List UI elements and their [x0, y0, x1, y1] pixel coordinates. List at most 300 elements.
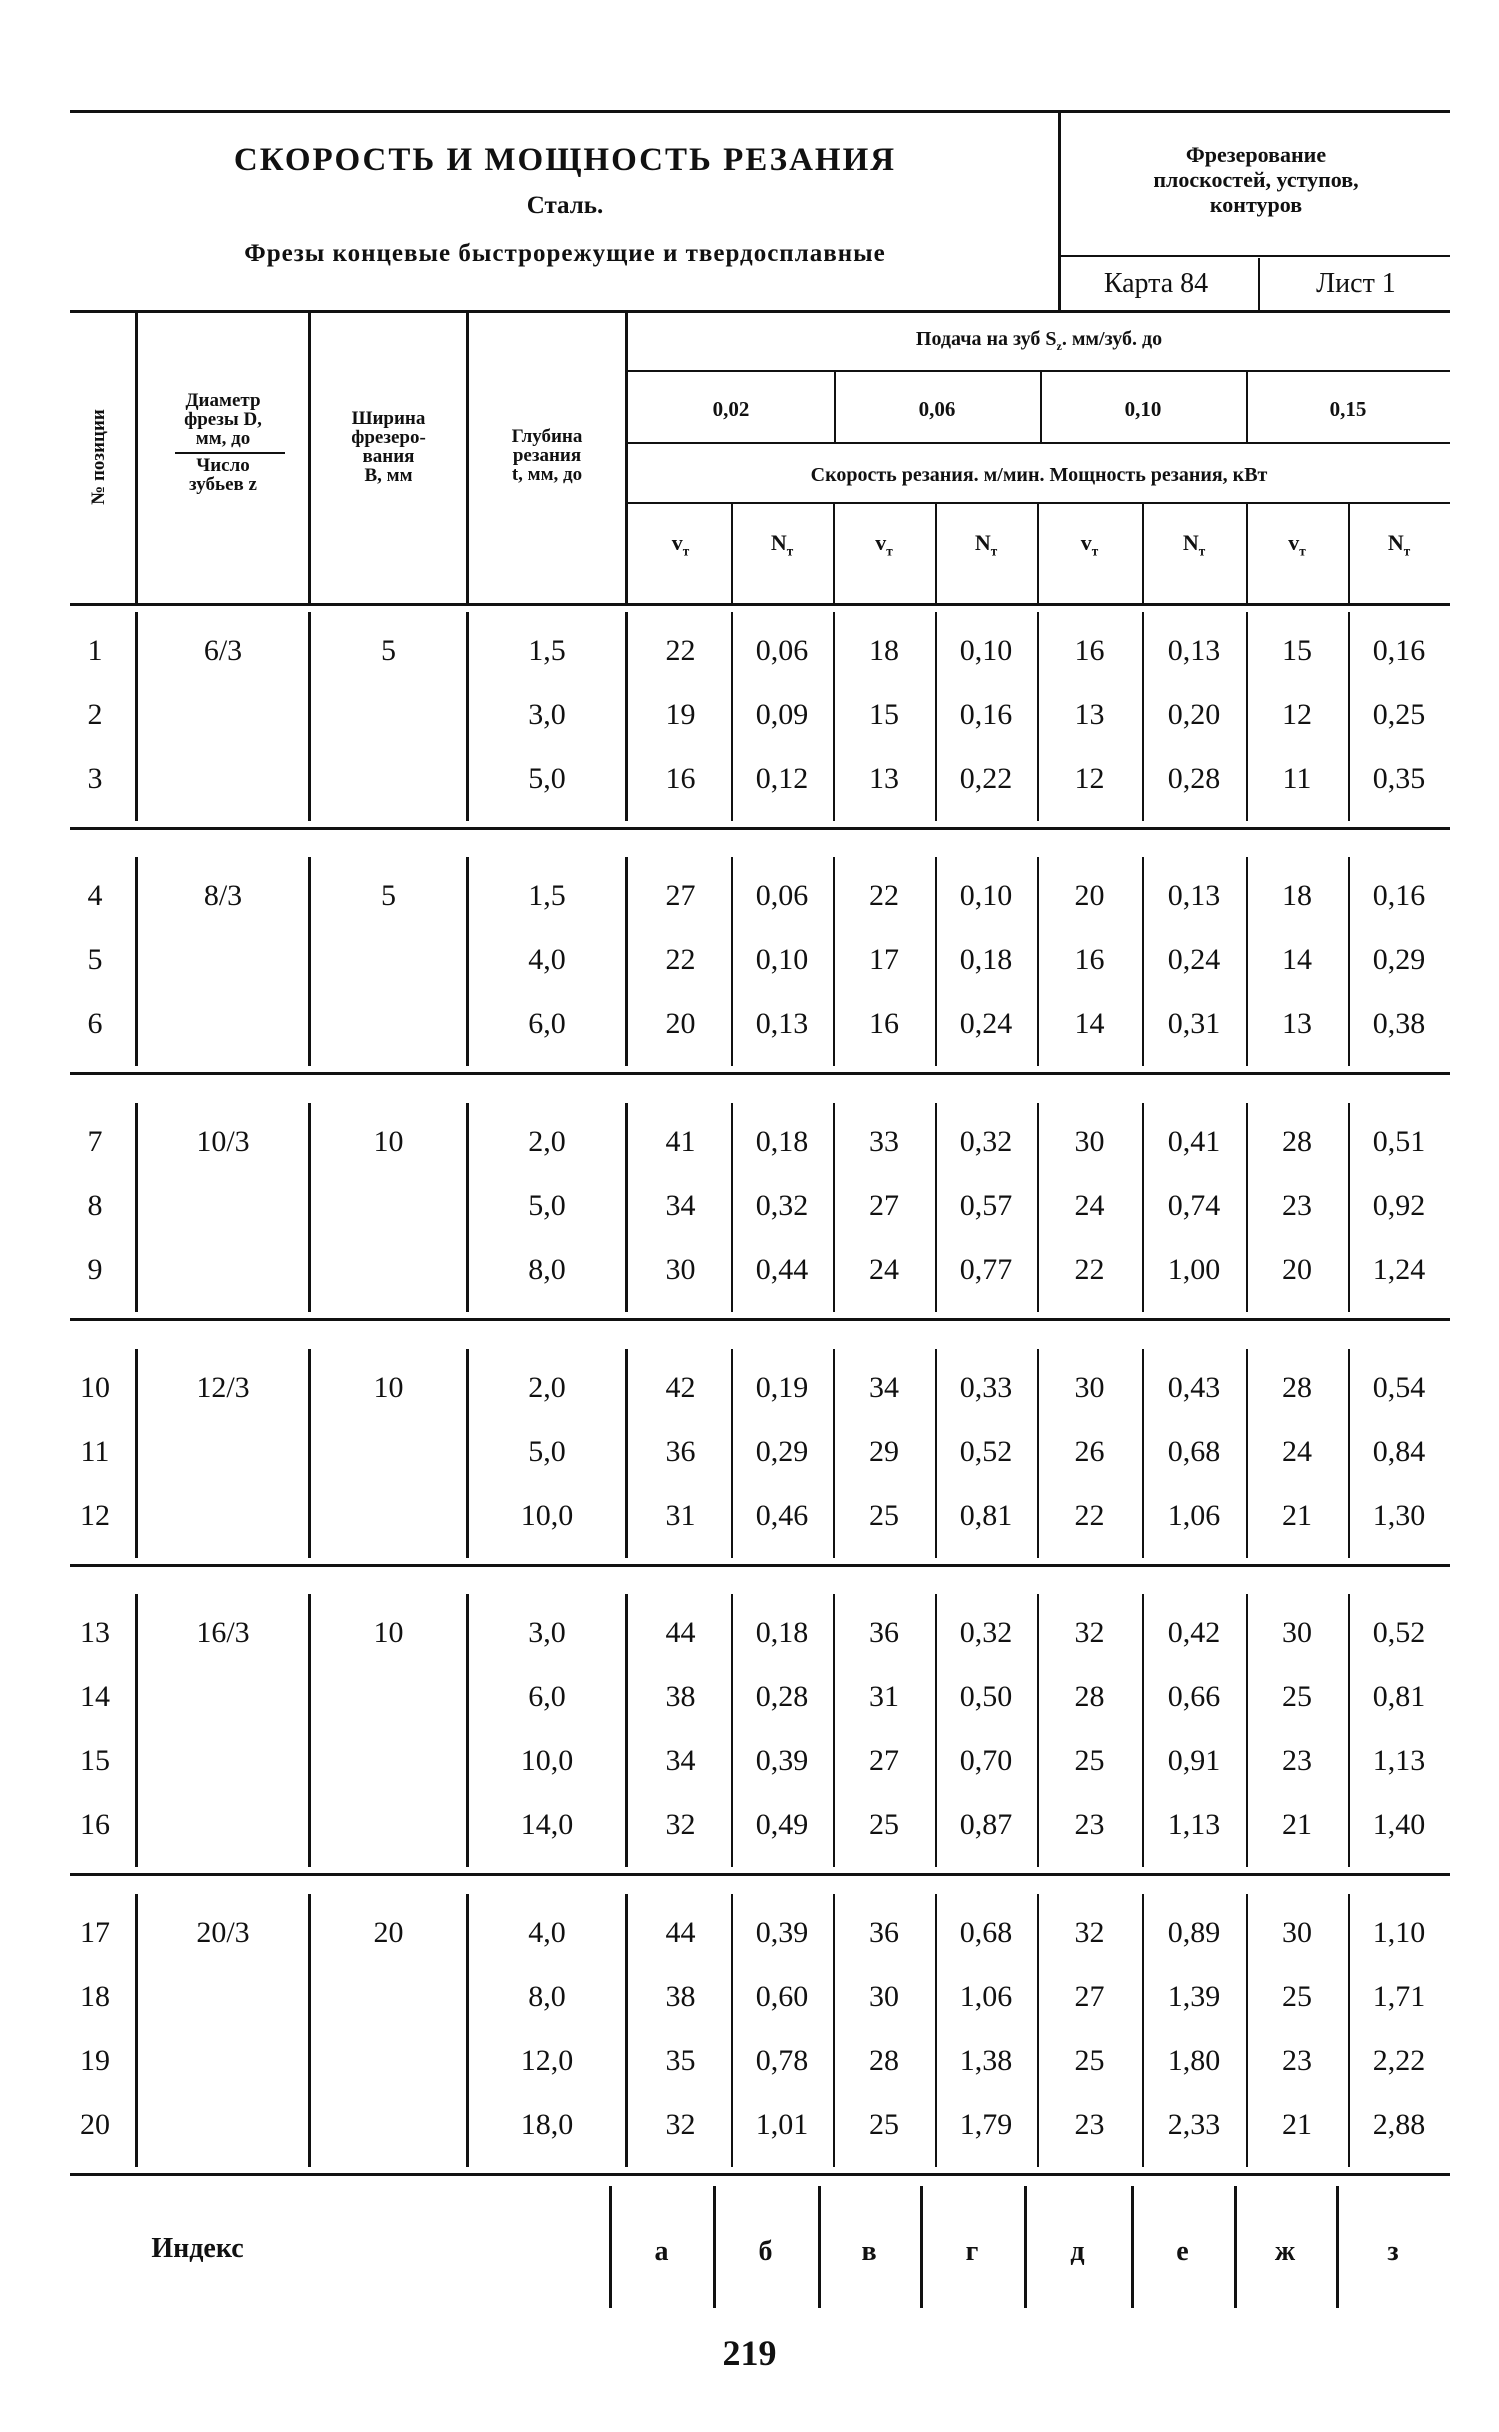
diameter-header-2: фрезы D,	[184, 409, 262, 430]
group-separator	[70, 1564, 1450, 1567]
depth-cell: 12,0	[520, 2044, 574, 2077]
power-symbol: N	[1387, 530, 1404, 555]
power-cell: 0,13	[755, 1007, 809, 1040]
power-cell: 0,19	[755, 1371, 809, 1404]
power-cell: 0,16	[1372, 634, 1426, 667]
power-cell: 1,13	[1167, 1808, 1221, 1841]
speed-cell: 30	[665, 1253, 696, 1286]
position-cell: 11	[80, 1435, 110, 1468]
speed-cell: 14	[1282, 943, 1312, 976]
speed-col-header	[1037, 530, 1142, 559]
speed-cell: 38	[665, 1680, 696, 1713]
power-symbol: N	[770, 530, 787, 555]
speed-cell: 22	[665, 634, 696, 667]
feed-header-title: Подача на зуб S	[915, 328, 1057, 350]
power-symbol: N	[974, 530, 991, 555]
speed-cell: 31	[869, 1680, 899, 1713]
position-cell: 6	[87, 1007, 103, 1040]
group-col-divider	[625, 1349, 628, 1558]
position-cell: 14	[80, 1680, 110, 1713]
symbol-subscript: т	[990, 543, 998, 559]
speed-cell: 21	[1282, 1499, 1312, 1532]
speed-cell: 20	[1282, 1253, 1312, 1286]
feed-value-1: 0,02	[712, 397, 750, 421]
feed-divider	[1246, 372, 1248, 442]
power-cell: 2,22	[1372, 2044, 1426, 2077]
position-cell: 13	[80, 1616, 110, 1649]
speed-cell: 22	[665, 943, 696, 976]
speed-cell: 30	[869, 1980, 899, 2013]
power-cell: 0,18	[755, 1125, 809, 1158]
symbol-subscript: т	[786, 543, 794, 559]
operation-line-3: контуров	[1209, 192, 1303, 217]
diameter-fraction-rule	[175, 452, 285, 454]
speed-cell: 24	[869, 1253, 899, 1286]
speed-cell: 22	[1074, 1253, 1105, 1286]
speed-cell: 23	[1074, 1808, 1105, 1841]
speed-cell: 34	[869, 1371, 899, 1404]
width-cell: 20	[373, 1916, 404, 1949]
speed-cell: 30	[1282, 1616, 1312, 1649]
speed-cell: 27	[1074, 1980, 1105, 2013]
power-cell: 1,06	[959, 1980, 1013, 2013]
depth-cell: 18,0	[520, 2108, 574, 2141]
position-cell: 10	[80, 1371, 110, 1404]
power-cell: 1,71	[1372, 1980, 1426, 2013]
speed-cell: 24	[1282, 1435, 1312, 1468]
power-cell: 0,54	[1372, 1371, 1426, 1404]
power-cell: 2,33	[1167, 2108, 1221, 2141]
speed-cell: 32	[1074, 1616, 1105, 1649]
speed-cell: 25	[869, 1808, 899, 1841]
speed-cell: 15	[869, 698, 899, 731]
position-cell: 1	[87, 634, 103, 667]
speed-cell: 16	[665, 762, 696, 795]
speed-cell: 13	[1282, 1007, 1312, 1040]
feed-divider	[1040, 372, 1042, 442]
power-cell: 0,41	[1167, 1125, 1221, 1158]
speed-cell: 36	[869, 1616, 899, 1649]
power-cell: 0,44	[755, 1253, 809, 1286]
speed-cell: 34	[665, 1189, 696, 1222]
depth-cell: 6,0	[528, 1007, 566, 1040]
power-cell: 0,18	[959, 943, 1013, 976]
depth-cell: 5,0	[528, 1189, 566, 1222]
speed-cell: 36	[869, 1916, 899, 1949]
power-col-header	[1348, 530, 1450, 559]
diameter-cell: 20/3	[196, 1916, 250, 1949]
power-cell: 0,16	[1372, 879, 1426, 912]
power-cell: 0,22	[959, 762, 1013, 795]
speed-cell: 17	[869, 943, 899, 976]
speed-cell: 22	[869, 879, 899, 912]
depth-cell: 14,0	[520, 1808, 574, 1841]
speed-cell: 26	[1074, 1435, 1105, 1468]
power-cell: 0,68	[1167, 1435, 1221, 1468]
power-cell: 0,42	[1167, 1616, 1221, 1649]
speed-cell: 14	[1074, 1007, 1105, 1040]
power-cell: 2,88	[1372, 2108, 1426, 2141]
position-cell: 18	[80, 1980, 110, 2013]
speed-symbol: v	[671, 530, 683, 555]
speed-cell: 32	[1074, 1916, 1105, 1949]
group-col-divider	[625, 1103, 628, 1312]
operation-line-1: Фрезерование	[1185, 142, 1327, 167]
power-cell: 0,16	[959, 698, 1013, 731]
position-cell: 4	[87, 879, 103, 912]
power-cell: 0,60	[755, 1980, 809, 2013]
vn-divider	[731, 504, 733, 603]
index-cell: д	[1070, 2236, 1085, 2267]
position-cell: 15	[80, 1744, 110, 1777]
power-cell: 0,39	[755, 1916, 809, 1949]
speed-col-header	[833, 530, 935, 559]
group-separator	[70, 1318, 1450, 1321]
power-cell: 0,12	[755, 762, 809, 795]
width-header-3: вания	[362, 446, 415, 467]
speed-cell: 27	[665, 879, 696, 912]
power-cell: 0,66	[1167, 1680, 1221, 1713]
group-separator	[70, 1873, 1450, 1876]
speed-cell: 31	[665, 1499, 696, 1532]
position-header: № позиции	[88, 409, 109, 505]
power-cell: 0,10	[959, 634, 1013, 667]
position-cell: 7	[87, 1125, 103, 1158]
symbol-subscript: т	[1299, 543, 1306, 559]
speed-cell: 34	[665, 1744, 696, 1777]
vn-divider	[1246, 504, 1248, 603]
power-cell: 0,38	[1372, 1007, 1426, 1040]
position-cell: 9	[87, 1253, 103, 1286]
width-header-2: фрезеро-	[351, 427, 426, 448]
speed-cell: 28	[1074, 1680, 1105, 1713]
index-label: Индекс	[151, 2233, 244, 2264]
power-col-header	[935, 530, 1037, 559]
speed-cell: 13	[869, 762, 899, 795]
speed-cell: 44	[665, 1916, 696, 1949]
speed-col-header	[630, 530, 731, 559]
vn-divider	[1037, 504, 1039, 603]
power-cell: 0,49	[755, 1808, 809, 1841]
depth-cell: 10,0	[520, 1744, 574, 1777]
feed-value-3: 0,10	[1124, 397, 1162, 421]
power-cell: 0,81	[1372, 1680, 1426, 1713]
speed-cell: 35	[665, 2044, 696, 2077]
header-top-rule	[70, 310, 1450, 313]
index-cell: ж	[1274, 2236, 1296, 2267]
speed-cell: 16	[1074, 634, 1105, 667]
power-col-header	[1142, 530, 1246, 559]
speed-cell: 12	[1282, 698, 1312, 731]
power-cell: 0,10	[959, 879, 1013, 912]
speed-cell: 42	[665, 1371, 696, 1404]
power-cell: 0,87	[959, 1808, 1013, 1841]
power-cell: 1,40	[1372, 1808, 1426, 1841]
depth-cell: 5,0	[528, 762, 566, 795]
width-cell: 10	[373, 1616, 404, 1649]
position-cell: 8	[87, 1189, 103, 1222]
depth-cell: 2,0	[528, 1371, 566, 1404]
depth-cell: 8,0	[528, 1253, 566, 1286]
vn-divider	[935, 504, 937, 603]
speed-cell: 25	[1282, 1680, 1312, 1713]
power-cell: 0,51	[1372, 1125, 1426, 1158]
depth-header-1: Глубина	[511, 426, 583, 447]
group-col-divider	[625, 612, 628, 821]
speed-cell: 12	[1074, 762, 1105, 795]
speed-symbol: v	[875, 530, 887, 555]
speed-cell: 33	[869, 1125, 899, 1158]
power-cell: 0,57	[959, 1189, 1013, 1222]
speed-cell: 24	[1074, 1189, 1105, 1222]
index-cell: е	[1176, 2236, 1189, 2267]
speed-cell: 32	[665, 2108, 696, 2141]
power-cell: 0,32	[755, 1189, 809, 1222]
speed-cell: 21	[1282, 1808, 1312, 1841]
feed-header	[628, 328, 1450, 354]
group-col-divider	[625, 857, 628, 1066]
power-cell: 1,10	[1372, 1916, 1426, 1949]
index-cell: з	[1387, 2236, 1399, 2267]
position-cell: 17	[80, 1916, 110, 1949]
speed-power-header: Скорость резания. м/мин. Мощность резания, кВт	[810, 464, 1268, 486]
card-divider	[1258, 258, 1260, 310]
power-cell: 0,32	[959, 1125, 1013, 1158]
power-cell: 0,24	[959, 1007, 1013, 1040]
vn-divider	[833, 504, 835, 603]
depth-cell: 10,0	[520, 1499, 574, 1532]
speed-cell: 28	[869, 2044, 899, 2077]
group-col-divider	[625, 1894, 628, 2167]
diameter-cell: 6/3	[203, 634, 243, 667]
symbol-subscript: т	[1198, 543, 1206, 559]
page-number: 219	[722, 2333, 777, 2373]
power-cell: 0,06	[755, 879, 809, 912]
power-cell: 0,33	[959, 1371, 1013, 1404]
depth-cell: 2,0	[528, 1125, 566, 1158]
power-symbol: N	[1182, 530, 1199, 555]
speed-cell: 30	[1074, 1371, 1105, 1404]
speed-col-header	[1246, 530, 1348, 559]
speed-symbol: v	[1080, 530, 1092, 555]
power-cell: 0,74	[1167, 1189, 1221, 1222]
title-divider	[1058, 110, 1061, 310]
diameter-cell: 10/3	[196, 1125, 250, 1158]
power-cell: 1,79	[959, 2108, 1013, 2141]
power-cell: 0,24	[1167, 943, 1221, 976]
index-cell: а	[654, 2236, 669, 2267]
speed-cell: 20	[665, 1007, 696, 1040]
vn-divider	[1348, 504, 1350, 603]
diameter-header-1: Диаметр	[185, 390, 261, 411]
power-cell: 0,28	[755, 1680, 809, 1713]
speed-rule-bottom	[628, 502, 1450, 504]
symbol-subscript: т	[1091, 543, 1099, 559]
speed-rule-top	[628, 442, 1450, 444]
symbol-subscript: т	[682, 543, 690, 559]
speed-cell: 20	[1074, 879, 1105, 912]
header-col-divider	[625, 313, 628, 603]
power-cell: 0,91	[1167, 1744, 1221, 1777]
depth-cell: 3,0	[528, 1616, 566, 1649]
power-cell: 0,13	[1167, 879, 1221, 912]
power-cell: 0,31	[1167, 1007, 1221, 1040]
power-cell: 0,68	[959, 1916, 1013, 1949]
speed-cell: 23	[1282, 2044, 1312, 2077]
speed-cell: 27	[869, 1744, 899, 1777]
speed-cell: 23	[1282, 1744, 1312, 1777]
power-cell: 0,89	[1167, 1916, 1221, 1949]
feed-value-4: 0,15	[1329, 397, 1367, 421]
depth-cell: 3,0	[528, 698, 566, 731]
teeth-header-1: Число	[196, 455, 250, 476]
power-cell: 0,84	[1372, 1435, 1426, 1468]
width-cell: 10	[373, 1371, 404, 1404]
depth-header-3: t, мм, до	[511, 464, 583, 485]
vn-divider	[1142, 504, 1144, 603]
power-cell: 1,01	[755, 2108, 809, 2141]
speed-cell: 23	[1074, 2108, 1105, 2141]
speed-cell: 25	[1074, 2044, 1105, 2077]
feed-value-2: 0,06	[918, 397, 956, 421]
top-rule	[70, 110, 1450, 113]
power-cell: 0,78	[755, 2044, 809, 2077]
teeth-header-2: зубьев z	[189, 474, 257, 495]
diameter-cell: 12/3	[196, 1371, 250, 1404]
speed-cell: 16	[869, 1007, 899, 1040]
speed-cell: 32	[665, 1808, 696, 1841]
speed-cell: 30	[1282, 1916, 1312, 1949]
diameter-cell: 16/3	[196, 1616, 250, 1649]
index-cell: г	[965, 2236, 979, 2267]
index-cell: в	[861, 2236, 877, 2267]
speed-cell: 28	[1282, 1125, 1312, 1158]
power-cell: 1,80	[1167, 2044, 1221, 2077]
power-cell: 1,13	[1372, 1744, 1426, 1777]
power-cell: 0,77	[959, 1253, 1013, 1286]
power-cell: 0,18	[755, 1616, 809, 1649]
cutters-label: Фрезы концевые быстрорежущие и твердосплавные	[244, 240, 886, 267]
depth-header-2: резания	[512, 445, 582, 466]
power-cell: 0,39	[755, 1744, 809, 1777]
speed-cell: 19	[665, 698, 696, 731]
feed-header-unit: . мм/зуб. до	[1061, 328, 1163, 350]
speed-cell: 18	[1282, 879, 1312, 912]
speed-cell: 28	[1282, 1371, 1312, 1404]
power-col-header	[731, 530, 833, 559]
power-cell: 0,13	[1167, 634, 1221, 667]
speed-cell: 21	[1282, 2108, 1312, 2141]
speed-cell: 15	[1282, 634, 1312, 667]
power-cell: 1,39	[1167, 1980, 1221, 2013]
feed-header-sub: z	[1056, 339, 1062, 353]
power-cell: 0,09	[755, 698, 809, 731]
position-cell: 19	[80, 2044, 110, 2077]
speed-cell: 22	[1074, 1499, 1105, 1532]
card-number: Карта 84	[1103, 268, 1209, 299]
power-cell: 0,46	[755, 1499, 809, 1532]
width-cell: 5	[381, 879, 396, 912]
power-cell: 1,00	[1167, 1253, 1221, 1286]
depth-cell: 8,0	[528, 1980, 566, 2013]
symbol-subscript: т	[886, 543, 893, 559]
speed-cell: 25	[1074, 1744, 1105, 1777]
speed-cell: 25	[869, 2108, 899, 2141]
speed-symbol: v	[1288, 530, 1300, 555]
speed-cell: 13	[1074, 698, 1105, 731]
width-cell: 10	[373, 1125, 404, 1158]
depth-cell: 1,5	[528, 879, 566, 912]
group-separator	[70, 1072, 1450, 1075]
depth-cell: 1,5	[528, 634, 566, 667]
speed-cell: 25	[869, 1499, 899, 1532]
sheet-number: Лист 1	[1316, 268, 1396, 299]
speed-cell: 38	[665, 1980, 696, 2013]
power-cell: 0,35	[1372, 762, 1426, 795]
index-cell: б	[758, 2236, 773, 2267]
position-cell: 16	[80, 1808, 110, 1841]
depth-cell: 5,0	[528, 1435, 566, 1468]
width-header-1: Ширина	[351, 408, 426, 429]
power-cell: 0,81	[959, 1499, 1013, 1532]
diameter-header-3: мм, до	[195, 428, 251, 449]
power-cell: 0,29	[755, 1435, 809, 1468]
width-cell: 5	[381, 634, 396, 667]
power-cell: 1,38	[959, 2044, 1013, 2077]
power-cell: 0,52	[1372, 1616, 1426, 1649]
group-separator	[70, 2173, 1450, 2176]
header-bottom-rule	[70, 603, 1450, 606]
power-cell: 1,30	[1372, 1499, 1426, 1532]
power-cell: 0,52	[959, 1435, 1013, 1468]
operation-line-2: плоскостей, уступов,	[1153, 167, 1359, 192]
power-cell: 0,10	[755, 943, 809, 976]
power-cell: 0,70	[959, 1744, 1013, 1777]
speed-cell: 29	[869, 1435, 899, 1468]
power-cell: 1,24	[1372, 1253, 1426, 1286]
feed-rule	[628, 370, 1450, 372]
speed-cell: 25	[1282, 1980, 1312, 2013]
material-label: Сталь.	[526, 192, 604, 219]
position-cell: 12	[80, 1499, 110, 1532]
speed-cell: 23	[1282, 1189, 1312, 1222]
position-cell: 5	[87, 943, 103, 976]
group-col-divider	[625, 1594, 628, 1867]
depth-cell: 4,0	[528, 943, 566, 976]
depth-cell: 6,0	[528, 1680, 566, 1713]
speed-cell: 41	[665, 1125, 696, 1158]
speed-cell: 18	[869, 634, 899, 667]
position-cell: 20	[80, 2108, 110, 2141]
depth-cell: 4,0	[528, 1916, 566, 1949]
power-cell: 0,06	[755, 634, 809, 667]
power-cell: 0,43	[1167, 1371, 1221, 1404]
group-separator	[70, 827, 1450, 830]
speed-cell: 44	[665, 1616, 696, 1649]
symbol-subscript: т	[1403, 543, 1411, 559]
power-cell: 0,50	[959, 1680, 1013, 1713]
table-title: СКОРОСТЬ И МОЩНОСТЬ РЕЗАНИЯ	[233, 142, 897, 178]
position-cell: 2	[87, 698, 103, 731]
position-cell: 3	[87, 762, 103, 795]
power-cell: 0,32	[959, 1616, 1013, 1649]
power-cell: 0,29	[1372, 943, 1426, 976]
feed-divider	[834, 372, 836, 442]
diameter-cell: 8/3	[203, 879, 243, 912]
power-cell: 0,28	[1167, 762, 1221, 795]
speed-cell: 16	[1074, 943, 1105, 976]
width-header-4: В, мм	[364, 465, 413, 486]
